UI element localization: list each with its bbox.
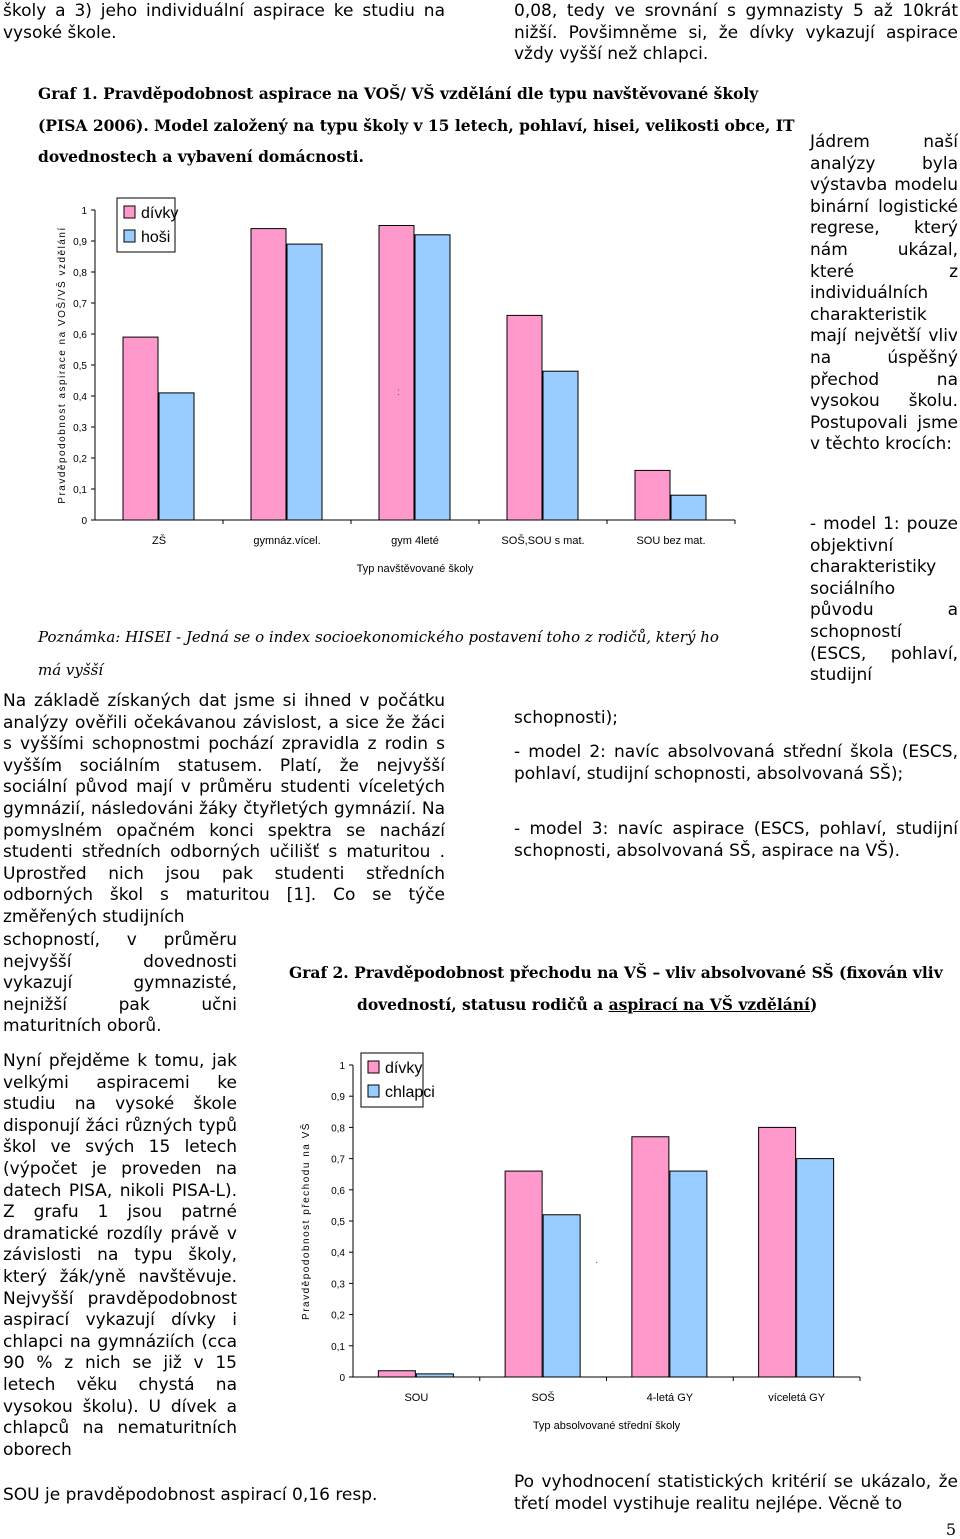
y-tick-label: 0,8: [73, 268, 87, 279]
list-item-model-1: - model 1: pouze objektivní charakteristiky sociálního původu a schopností (ESCS, pohlaví, studijní: [810, 514, 958, 686]
bar-boys-2: [670, 1171, 707, 1377]
list-item-model-2: - model 2: navíc absolvovaná střední škola (ESCS, pohlaví, studijní schopnosti, absolvovaná SŠ);: [514, 742, 958, 784]
bar-girls-1: [505, 1171, 542, 1377]
x-tick-label: 4-letá GY: [646, 1392, 694, 1404]
y-tick-label: 0,5: [73, 361, 87, 372]
y-tick-label: 0,5: [331, 1217, 345, 1228]
legend-label: chlapci: [385, 1084, 435, 1101]
bar-boys-0: [159, 393, 194, 520]
paragraph-core-analysis: Jádrem naší analýzy byla výstavba modelu binární logistické regrese, který nám ukázal, které z individuálních charakteristik mají největší vliv na úspěšný přechod na vysokou školu. Postupovali jsme v těchto krocích:: [810, 132, 958, 455]
x-axis-title: Typ absolvované střední školy: [532, 1420, 681, 1432]
x-tick-label: SOŠ,SOU s mat.: [501, 535, 585, 547]
graph1-caption-line1: Graf 1. Pravděpodobnost aspirace na VOŠ/ VŠ vzdělání dle typu navštěvované školy: [38, 84, 759, 103]
bar-girls-0: [378, 1371, 415, 1377]
bar-girls-2: [379, 226, 414, 521]
graph1-note-line1: Poznámka: HISEI - Jedná se o index socioekonomického postavení toho z rodičů, který ho: [38, 628, 719, 646]
y-tick-label: 0: [339, 1373, 345, 1384]
legend-label: dívky: [141, 205, 179, 222]
graph1-caption-line3: dovednostech a vybavení domácnosti.: [38, 147, 364, 166]
legend-swatch: [124, 206, 135, 218]
graph2-caption-part-b: aspirací na VŠ vzdělání: [608, 995, 810, 1014]
graph2-caption-line2: [357, 995, 817, 1014]
y-tick-label: 1: [81, 206, 87, 217]
graph2-caption-line1: Graf 2. Pravděpodobnost přechodu na VŠ – vliv absolvované SŠ (fixován vliv: [289, 963, 943, 982]
stray-mark: ·: [595, 1257, 599, 1268]
bar-girls-3: [759, 1127, 796, 1377]
y-tick-label: 0,9: [73, 237, 87, 248]
bar-girls-1: [251, 229, 286, 520]
y-tick-label: 0,1: [73, 485, 87, 496]
page-number: 5: [945, 1520, 956, 1539]
y-tick-label: 0,3: [73, 423, 87, 434]
y-tick-label: 0,1: [331, 1341, 345, 1353]
y-tick-label: 1: [339, 1061, 345, 1072]
y-tick-label: 0,6: [331, 1185, 345, 1197]
bar-boys-1: [287, 244, 322, 520]
bar-boys-3: [797, 1159, 834, 1377]
y-tick-label: 0,2: [73, 454, 87, 465]
list-item-model-3: - model 3: navíc aspirace (ESCS, pohlaví, studijní schopnosti, absolvovaná SŠ, aspirace na VŠ).: [514, 819, 958, 861]
y-axis-title: Pravděpodobnost přechodu na VŠ: [301, 1122, 312, 1320]
y-tick-label: 0,4: [73, 392, 87, 403]
x-tick-label: SOŠ: [531, 1392, 555, 1404]
y-axis-title: Pravděpodobnost aspirace na VOŠ/VŠ vzdělání: [57, 226, 68, 504]
y-tick-label: 0,3: [331, 1279, 345, 1291]
x-tick-label: gymnáz.vícel.: [253, 535, 321, 547]
legend-label: hoši: [141, 229, 171, 246]
y-tick-label: 0: [81, 516, 87, 527]
bar-girls-0: [123, 337, 158, 520]
bar-girls-2: [632, 1137, 669, 1377]
x-tick-label: víceletá GY: [768, 1392, 826, 1404]
paragraph-results: Na základě získaných dat jsme si ihned v počátku analýzy ověřili očekávanou závislost, a sice že žáci s vyššími schopnostmi pochází zpravidla z rodin s vyšším sociálním statusem. Platí, že nejvyšší sociální původ mají v průměru studenti víceletých gymnázií, následováni žáky čtyřletých gymnázií. Na pomyslném opačném konci spektra se nachází studenti středních odborných učilišť s maturitou . Uprostřed nich jsou pak studenti středních odborných škol s maturitou [1]. Co se týče změřených studijních: [3, 691, 445, 927]
bar-boys-1: [543, 1215, 580, 1377]
y-tick-label: 0,4: [331, 1248, 345, 1260]
x-tick-label: ZŠ: [151, 535, 167, 547]
legend-swatch: [368, 1085, 379, 1097]
paragraph-evaluation: Po vyhodnocení statistických kritérií se ukázalo, že třetí model vystihuje realitu nejlépe. Věcně to: [514, 1472, 958, 1514]
list-item-model-1-end: schopnosti);: [514, 708, 618, 728]
y-tick-label: 0,6: [73, 330, 87, 341]
top-fragment-left: školy a 3) jeho individuální aspirace ke studiu na vysoké škole.: [3, 1, 445, 43]
y-tick-label: 0,7: [331, 1154, 345, 1166]
bar-girls-3: [507, 315, 542, 520]
x-axis-title: Typ navštěvované školy: [356, 563, 474, 575]
legend-label: dívky: [385, 1060, 423, 1077]
x-tick-label: gym 4leté: [391, 535, 439, 547]
y-tick-label: 0,9: [331, 1092, 345, 1104]
bar-boys-3: [543, 371, 578, 520]
x-tick-label: SOU bez mat.: [636, 535, 706, 547]
bar-boys-4: [671, 495, 706, 520]
bar-boys-0: [416, 1374, 453, 1377]
paragraph-aspirations-end: SOU je pravděpodobnost aspirací 0,16 resp.: [3, 1485, 378, 1505]
legend-swatch: [368, 1061, 379, 1073]
stray-mark: :: [397, 387, 400, 398]
y-tick-label: 0,7: [73, 299, 87, 310]
x-tick-label: SOU: [404, 1392, 429, 1404]
graph1-caption-line2: (PISA 2006). Model založený na typu školy v 15 letech, pohlaví, hisei, velikosti obce, IT: [38, 116, 795, 135]
graph2-caption-part-a: dovedností, statusu rodičů a: [357, 995, 609, 1014]
bar-boys-2: [415, 235, 450, 520]
legend-swatch: [124, 230, 135, 242]
y-tick-label: 0,8: [331, 1123, 345, 1135]
y-tick-label: 0,2: [331, 1310, 345, 1322]
paragraph-aspirations: Nyní přejděme k tomu, jak velkými aspiracemi ke studiu na vysoké škole disponují žáci různých typů škol ve svých 15 letech (výpočet je proveden na datech PISA, nikoli PISA-L). Z grafu 1 jsou patrné dramatické rozdíly právě v závislosti na typu školy, který žák/yně navštěvuje. Nejvyšší pravděpodobnost aspirací vykazují dívky i chlapci na gymnáziích (cca 90 % z nich se již v 15 letech věku chystá na vysokou školu). U dívek a chlapců na nematuritních oborech: [3, 1051, 237, 1460]
graph1-chart: [55, 190, 745, 590]
paragraph-results-continued: schopností, v průměru nejvyšší dovednosti vykazují gymnazisté, nejnižší pak učni maturitních oborů.: [3, 930, 237, 1037]
graph1-note-line2: má vyšší: [38, 661, 104, 679]
graph2-chart: [295, 1045, 865, 1455]
top-fragment-right: 0,08, tedy ve srovnání s gymnazisty 5 až 10krát nižší. Povšimněme si, že dívky vykazují aspirace vždy vyšší než chlapci.: [514, 1, 958, 65]
graph2-caption-part-c: ): [809, 995, 818, 1014]
bar-girls-4: [635, 470, 670, 520]
